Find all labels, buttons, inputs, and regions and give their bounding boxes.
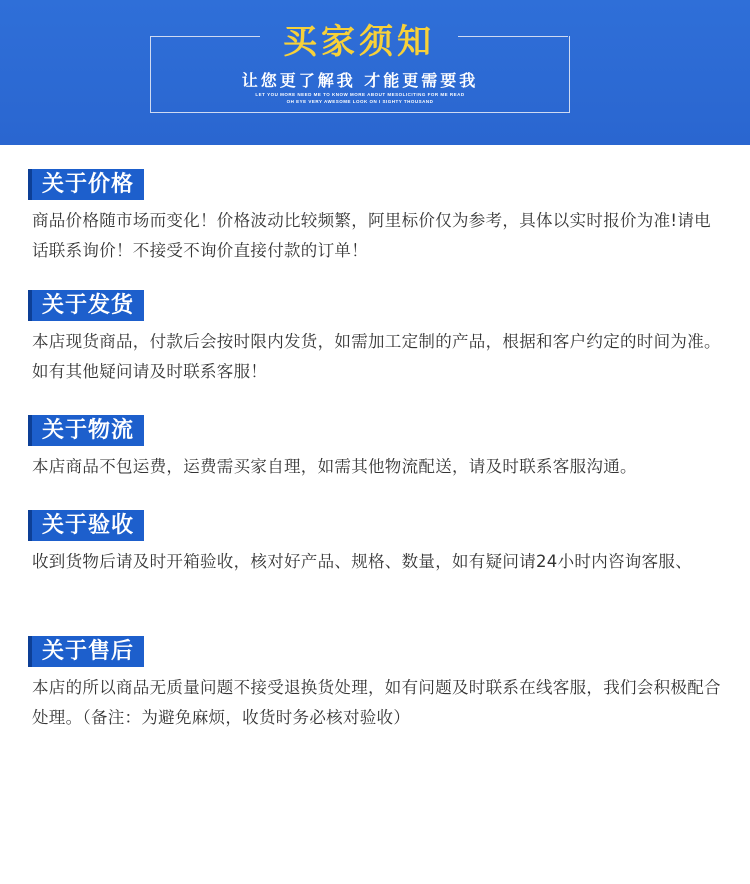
section-heading: 关于售后 xyxy=(32,636,144,667)
section-inspection xyxy=(32,510,722,577)
section-heading: 关于价格 xyxy=(32,169,144,200)
section-price xyxy=(32,169,722,266)
section-shipping xyxy=(32,290,722,387)
header-frame-line-right xyxy=(458,36,568,37)
section-body: 本店现货商品，付款后会按时限内发货，如需加工定制的产品，根据和客户约定的时间为准。如有其他疑问请及时联系客服！ xyxy=(32,332,721,381)
english-tagline-2: OH EYE VERY AWESOME LOOK ON I SIGHTY THOUSAND xyxy=(286,99,434,104)
english-tagline-1: LET YOU MORE NEED ME TO KNOW MORE ABOUT MESOLICITING FOR ME READ xyxy=(255,92,465,97)
header-frame-line-left xyxy=(150,36,260,37)
section-heading: 关于验收 xyxy=(32,510,144,541)
section-body: 商品价格随市场而变化！价格波动比较频繁，阿里标价仅为参考，具体以实时报价为准!请电话联系询价！不接受不询价直接付款的订单！ xyxy=(32,211,711,260)
section-heading: 关于发货 xyxy=(32,290,144,321)
header-banner xyxy=(0,0,750,145)
page-subtitle: 让您更了解我 才能更需要我 xyxy=(241,71,479,90)
section-body: 本店商品不包运费，运费需买家自理，如需其他物流配送，请及时联系客服沟通。 xyxy=(32,457,637,476)
section-logistics xyxy=(32,415,722,482)
section-heading: 关于物流 xyxy=(32,415,144,446)
section-after-sales xyxy=(32,636,722,733)
page-title: 买家须知 xyxy=(283,22,435,62)
section-body: 收到货物后请及时开箱验收，核对好产品、规格、数量，如有疑问请24小时内咨询客服、 xyxy=(32,552,692,571)
section-body: 本店的所以商品无质量问题不接受退换货处理，如有问题及时联系在线客服，我们会积极配合处理。（备注：为避免麻烦，收货时务必核对验收） xyxy=(32,678,721,727)
